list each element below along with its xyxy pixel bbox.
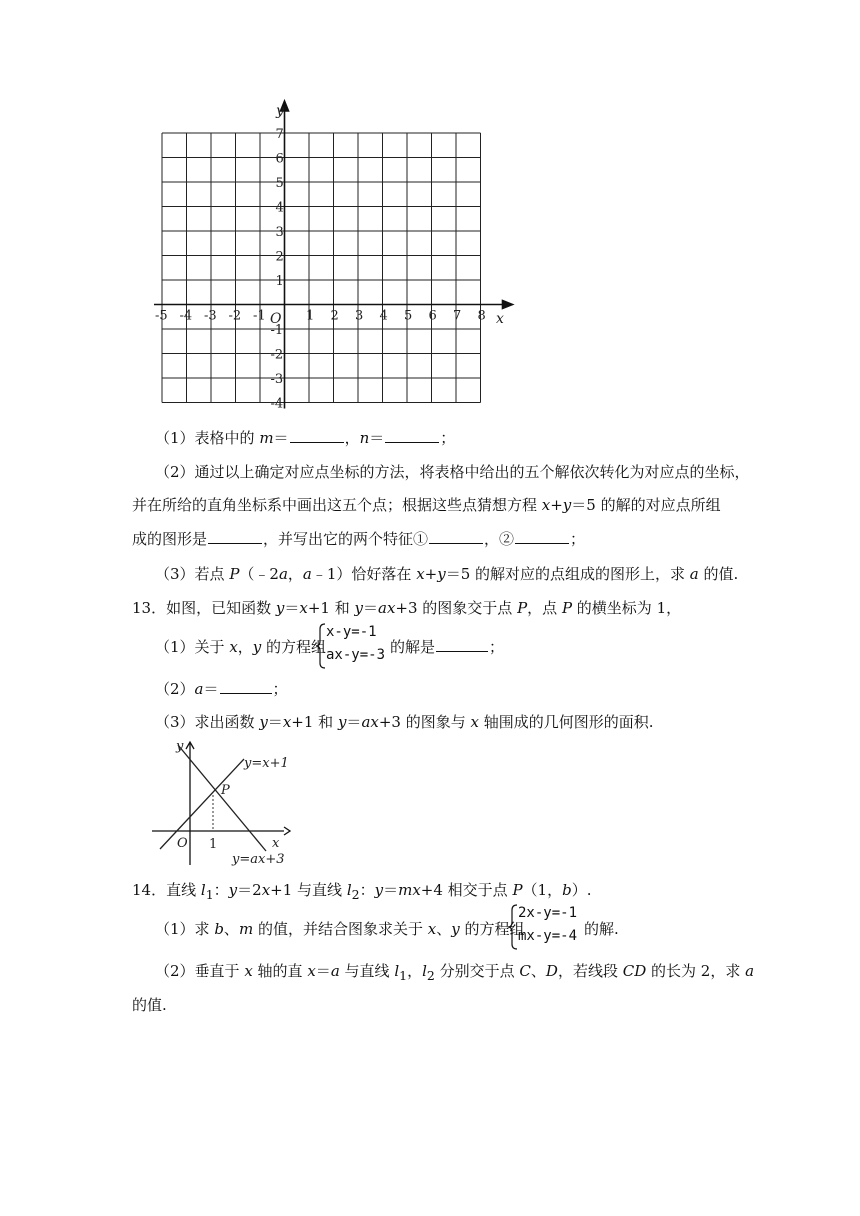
x-tick-label: -3 (204, 308, 217, 324)
y-tick-label: -4 (270, 396, 284, 412)
q13-part3: （3）求出函数 y＝x+1 和 y＝ax+3 的图象与 x 轴围成的几何图形的面积. (155, 713, 654, 731)
y-tick-label: -3 (270, 372, 284, 387)
x-axis-label: x (496, 311, 504, 327)
q13-part1-tail: 的解是 ； (390, 638, 505, 656)
answer-blank[interactable] (429, 542, 483, 544)
x-tick-label: 8 (477, 308, 486, 324)
question-number: 14． (132, 881, 167, 899)
equation-2: mx-y=-4 (518, 928, 578, 944)
y-tick-label: 5 (275, 176, 284, 191)
equation-2: ax-y=-3 (326, 647, 386, 663)
q13-intro: 13．如图，已知函数 y＝x+1 和 y＝ax+3 的图象交于点 P，点 P 的横坐标为 1， (132, 599, 682, 617)
y-tick-label: 2 (275, 249, 284, 265)
x-tick-label: 6 (428, 308, 437, 324)
equation-1: x-y=-1 (326, 624, 377, 640)
q13-part1: （1）关于 x，y 的方程组 (155, 638, 327, 656)
answer-blank[interactable] (208, 542, 262, 544)
line-label-2: y=ax+3 (232, 852, 285, 867)
x-tick-label: -4 (179, 308, 193, 324)
answer-blank[interactable] (220, 692, 272, 694)
y-tick-label: 6 (275, 151, 284, 167)
q14-part1: （1）求 b、m 的值，并结合图象求关于 x、y 的方程组 (155, 920, 525, 938)
x-tick-label: -1 (253, 308, 266, 324)
y-tick-label: 3 (275, 225, 284, 240)
q13-equation-system (316, 623, 396, 669)
x-tick-label: 4 (379, 308, 388, 324)
q12-part1: （1）表格中的 m＝ ，n＝ ； (155, 429, 456, 447)
coordinate-grid-figure (150, 95, 520, 415)
q14-intro: 14．直线 $l_1$：y＝2x+1 与直线 $l_2$：y＝mx+4 相交于点 P（1，b）. (132, 881, 592, 902)
x-axis-label: x (272, 836, 280, 851)
answer-blank[interactable] (436, 650, 488, 652)
y-tick-label: -2 (270, 347, 284, 363)
q12-part2-line2: 并在所给的直角坐标系中画出这五个点；根据这些点猜想方程 x+y＝5 的解的对应点所组 (132, 496, 721, 514)
equation-1: 2x-y=-1 (518, 905, 578, 921)
q13-part2: （2）a＝ ； (155, 680, 288, 698)
x-axis-arrow-icon (503, 301, 513, 309)
x-axis-arrow-icon (284, 827, 290, 835)
answer-blank[interactable] (385, 441, 439, 443)
x-tick-label: 7 (453, 308, 462, 324)
y-tick-label: 1 (275, 274, 284, 289)
origin-label: O (270, 311, 282, 327)
line-y-x-plus-1 (160, 759, 244, 849)
left-brace-icon (316, 623, 326, 669)
x-tick-label: 3 (355, 308, 364, 324)
point-P-label: P (221, 783, 230, 798)
left-brace-icon (508, 904, 518, 950)
origin-label: O (177, 836, 188, 851)
answer-blank[interactable] (515, 542, 569, 544)
q14-part2-line1: （2）垂直于 x 轴的直 x＝a 与直线 $l_1$，$l_2$ 分别交于点 C、D，若线段 CD 的长为 2，求 a (155, 962, 755, 983)
x-tick-label: 2 (330, 308, 339, 324)
q12-part2-line1: （2）通过以上确定对应点坐标的方法，将表格中给出的五个解依次转化为对应点的坐标， (155, 463, 750, 481)
q12-part3: （3）若点 P（﹣2a，a﹣1）恰好落在 x+y＝5 的解对应的点组成的图形上，求 a 的值. (155, 565, 739, 583)
y-tick-label: -1 (270, 323, 284, 338)
x-tick-label: -2 (228, 308, 242, 324)
answer-blank[interactable] (290, 441, 344, 443)
tick-one-label: 1 (209, 837, 218, 852)
q14-part1-tail: 的解. (584, 920, 619, 938)
x-tick-label: 5 (404, 308, 413, 324)
q12-part2-line3: 成的图形是 ，并写出它的两个特征① ，② ； (132, 530, 586, 548)
line-label-1: y=x+1 (244, 756, 289, 771)
x-tick-label: 1 (306, 308, 315, 324)
y-axis-label: y (276, 103, 284, 119)
question-number: 13． (132, 599, 167, 617)
q13-line-graph-figure (148, 737, 298, 867)
y-tick-label: 4 (275, 200, 284, 216)
y-axis-label: y (176, 739, 184, 754)
x-tick-label: -5 (155, 308, 168, 324)
y-tick-label: 7 (275, 127, 284, 142)
q14-part2-line2: 的值. (132, 996, 167, 1014)
